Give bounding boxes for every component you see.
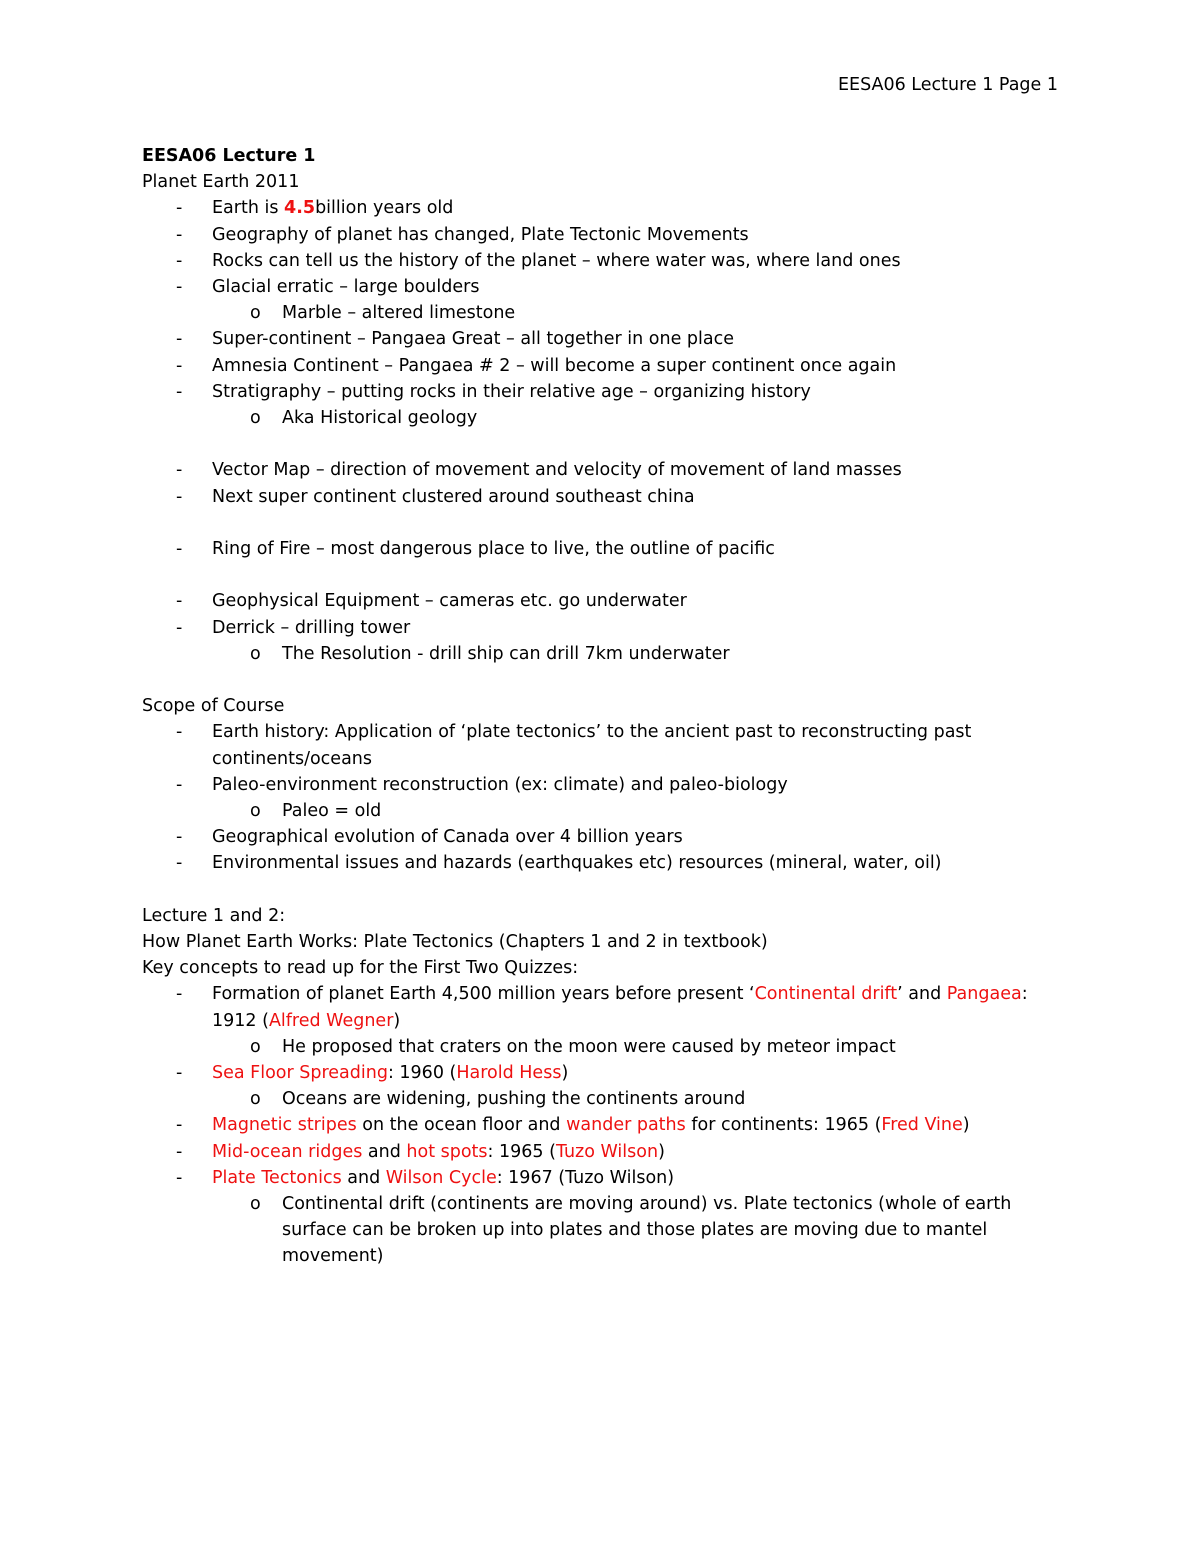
bullet-item (142, 1060, 1062, 1086)
text-run: ) (962, 1115, 970, 1136)
sub-bullet-item (142, 300, 1062, 326)
highlighted-term: Mid-ocean ridges (212, 1141, 363, 1162)
page-header: EESA06 Lecture 1 Page 1 (837, 75, 1058, 95)
bullet-item (142, 248, 1062, 274)
text-run: The Resolution - drill ship can drill 7km underwater (282, 643, 730, 664)
blank-line (142, 667, 1062, 693)
text-run: Aka Historical geology (282, 408, 478, 429)
text-run: : 1960 ( (387, 1063, 457, 1084)
text-run: ) (561, 1063, 569, 1084)
sub-bullet-item (142, 1086, 1062, 1112)
highlighted-term: Alfred Wegner (268, 1010, 394, 1031)
highlighted-term: wander paths (566, 1115, 686, 1136)
text-run: Paleo = old (282, 801, 382, 822)
highlighted-term: Wilson Cycle (385, 1167, 497, 1188)
text-run: Marble – altered limestone (282, 303, 516, 324)
section-heading: Planet Earth 2011 (142, 172, 300, 193)
highlighted-term: Harold Hess (456, 1063, 562, 1084)
text-run: : 1967 (Tuzo Wilson) (496, 1167, 675, 1188)
bullet-item (142, 1139, 1062, 1165)
section-heading: Key concepts to read up for the First Two Quizzes: (142, 958, 579, 979)
bullet-item (142, 484, 1062, 510)
highlighted-term: Tuzo Wilson (555, 1141, 659, 1162)
bullet-item (142, 588, 1062, 614)
text-run: ) (393, 1010, 401, 1031)
bullet-item (142, 615, 1062, 641)
text-run: Super-continent – Pangaea Great – all together in one place (212, 329, 735, 350)
text-run: ) (658, 1141, 665, 1162)
sub-bullet-item (142, 641, 1062, 667)
document-title: EESA06 Lecture 1 (142, 146, 316, 166)
bullet-item (142, 1112, 1062, 1138)
sub-bullet-item (142, 798, 1062, 824)
highlighted-term: Continental drift (754, 984, 898, 1005)
text-run: Vector Map – direction of movement and velocity of movement of land masses (212, 460, 902, 481)
bullet-item (142, 719, 1062, 771)
text-run: billion years old (315, 198, 454, 219)
highlighted-term: Sea Floor Spreading (212, 1063, 388, 1084)
section-heading: How Planet Earth Works: Plate Tectonics (Chapters 1 and 2 in textbook) (142, 932, 768, 953)
text-run: and (362, 1141, 407, 1162)
text-run: : 1912 ( (212, 984, 1028, 1031)
bullet-item (142, 353, 1062, 379)
text-run: Earth history: Application of ‘plate tectonics’ to the ancient past to reconstructing past continents/oceans (212, 722, 972, 769)
sub-bullet-item (142, 1034, 1062, 1060)
bullet-item (142, 536, 1062, 562)
text-run: Formation of planet Earth 4,500 million years before present ‘ (212, 984, 755, 1005)
text-run: Glacial erratic – large boulders (212, 277, 480, 298)
sub-bullet-item (142, 1191, 1062, 1270)
text-run: : 1965 ( (487, 1141, 556, 1162)
bullet-item (142, 1165, 1062, 1191)
text-run: Environmental issues and hazards (earthquakes etc) resources (mineral, water, oil) (212, 853, 942, 874)
text-run: Geography of planet has changed, Plate Tectonic Movements (212, 224, 749, 245)
text-run: Continental drift (continents are moving around) vs. Plate tectonics (whole of earth surface can be broken up into plates and those plates are moving due to mantel movement) (282, 1194, 1012, 1267)
bullet-item (142, 222, 1062, 248)
highlighted-term: Fred Vine (881, 1115, 963, 1136)
highlighted-term: 4.5 (284, 198, 316, 219)
text-run: for continents: 1965 ( (685, 1115, 882, 1136)
blank-line (142, 877, 1062, 903)
text-run: Amnesia Continent – Pangaea # 2 – will become a super continent once again (212, 355, 897, 376)
blank-line (142, 562, 1062, 588)
text-run: Stratigraphy – putting rocks in their relative age – organizing history (212, 381, 811, 402)
text-run: Earth is (212, 198, 285, 219)
text-run: He proposed that craters on the moon were caused by meteor impact (282, 1036, 896, 1057)
highlighted-term: Plate Tectonics (212, 1167, 342, 1188)
text-run: Paleo-environment reconstruction (ex: climate) and paleo-biology (212, 774, 788, 795)
lecture-notes (142, 143, 1062, 1270)
text-run: Ring of Fire – most dangerous place to live, the outline of pacific (212, 539, 775, 560)
bullet-item (142, 457, 1062, 483)
bullet-item (142, 824, 1062, 850)
text-run: Derrick – drilling tower (212, 617, 411, 638)
text-run: Geophysical Equipment – cameras etc. go underwater (212, 591, 687, 612)
blank-line (142, 431, 1062, 457)
highlighted-term: hot spots (406, 1141, 488, 1162)
text-run: Rocks can tell us the history of the planet – where water was, where land ones (212, 250, 901, 271)
bullet-item (142, 850, 1062, 876)
text-run: ’ and (897, 984, 947, 1005)
text-run: Geographical evolution of Canada over 4 billion years (212, 827, 683, 848)
bullet-item (142, 274, 1062, 300)
section-heading: Scope of Course (142, 696, 285, 717)
bullet-item (142, 981, 1062, 1033)
text-run: on the ocean floor and (356, 1115, 567, 1136)
blank-line (142, 510, 1062, 536)
highlighted-term: Pangaea (946, 984, 1022, 1005)
sub-bullet-item (142, 405, 1062, 431)
bullet-item (142, 326, 1062, 352)
section-heading: Lecture 1 and 2: (142, 905, 286, 926)
highlighted-term: Magnetic stripes (212, 1115, 357, 1136)
bullet-item (142, 772, 1062, 798)
text-run: Oceans are widening, pushing the continents around (282, 1089, 746, 1110)
bullet-item (142, 195, 1062, 221)
text-run: and (341, 1167, 386, 1188)
text-run: Next super continent clustered around southeast china (212, 486, 695, 507)
bullet-item (142, 379, 1062, 405)
